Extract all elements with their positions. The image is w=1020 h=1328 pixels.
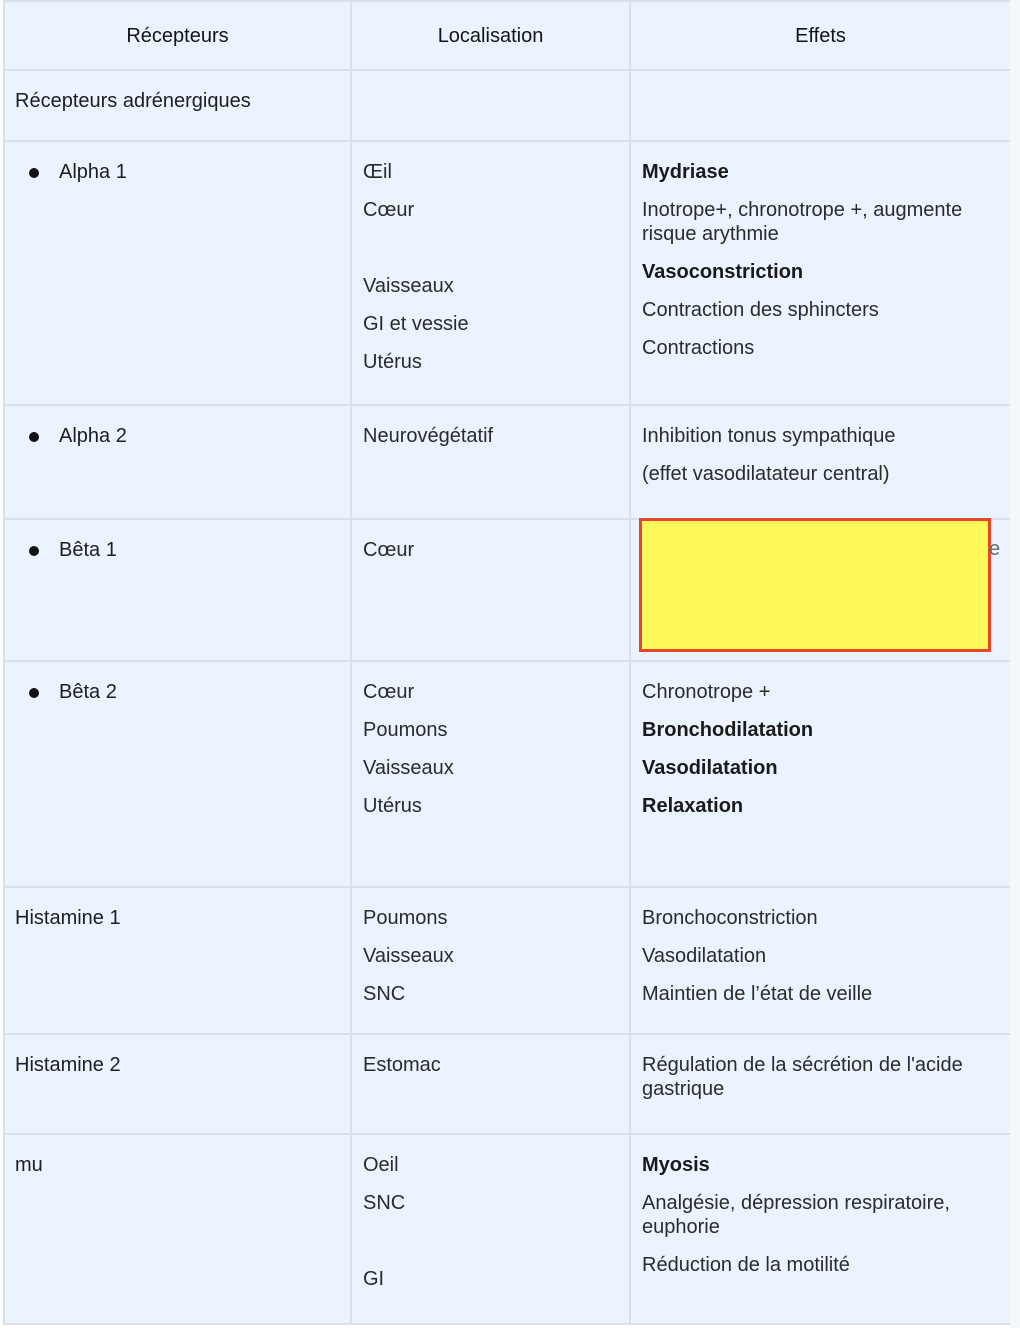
location-item: Cœur: [363, 681, 415, 703]
effect-item: Mydriase: [642, 161, 729, 183]
receptor-cell: [4, 1134, 351, 1324]
effects-cell: [630, 141, 1011, 405]
effect-item: Maintien de l’état de veille: [642, 983, 873, 1005]
location-item: Poumons: [363, 719, 448, 741]
effect-item: (effet vasodilatateur central): [642, 463, 890, 485]
effects-cell: [630, 1134, 1011, 1324]
receptor-cell: [4, 141, 351, 405]
effects-cell: [630, 887, 1011, 1034]
location-item: SNC: [363, 983, 406, 1005]
receptor-cell: [4, 887, 351, 1034]
location-item: Vaisseaux: [363, 757, 454, 779]
table-body: [4, 70, 1011, 1324]
receptor-name: Bêta 2: [59, 681, 117, 703]
redaction-box: [639, 518, 991, 652]
table-row: [4, 1134, 1011, 1324]
location-item: Utérus: [363, 795, 422, 817]
receptor-cell: [4, 405, 351, 519]
location-item: Cœur: [363, 199, 415, 221]
receptor-name: Bêta 1: [59, 539, 117, 561]
location-item: Vaisseaux: [363, 945, 454, 967]
effect-item: Inotrope+, chronotrope +, augmente risque arythmie: [642, 199, 963, 245]
table-row: [4, 70, 1011, 141]
location-cell: [351, 141, 630, 405]
receptor-name: mu: [15, 1154, 43, 1176]
location-item: [363, 236, 629, 260]
bullet-icon: [29, 688, 39, 698]
table-row: [4, 141, 1011, 405]
bullet-icon: [29, 168, 39, 178]
receptor-cell: [4, 1034, 351, 1134]
table-row: [4, 1034, 1011, 1134]
location-item: Neurovégétatif: [363, 425, 494, 447]
receptor-name: Histamine 1: [15, 907, 121, 929]
location-item: [363, 1229, 629, 1253]
bullet-icon: [29, 432, 39, 442]
table-row: [4, 405, 1011, 519]
effect-item: Myosis: [642, 1154, 710, 1176]
location-cell: [351, 661, 630, 887]
effect-item: Bronchodilatation: [642, 719, 814, 741]
location-item: Œil: [363, 161, 392, 183]
location-item: SNC: [363, 1192, 406, 1214]
location-item: Vaisseaux: [363, 275, 454, 297]
cut-off-text: e: [989, 538, 1001, 560]
effect-item: Analgésie, dépression respiratoire, euphorie: [642, 1192, 950, 1238]
location-item: Utérus: [363, 351, 422, 373]
right-gutter: [1010, 0, 1020, 1328]
location-cell: [351, 519, 630, 661]
receptor-cell: [4, 661, 351, 887]
header-effects: Effets: [630, 1, 1011, 70]
effect-item: Inhibition tonus sympathique: [642, 425, 896, 447]
location-item: Cœur: [363, 539, 415, 561]
location-item: Estomac: [363, 1054, 441, 1076]
location-cell: [351, 1034, 630, 1134]
receptor-name: Alpha 1: [59, 161, 127, 183]
receptor-name: Alpha 2: [59, 425, 127, 447]
header-receptors: Récepteurs: [4, 1, 351, 70]
table-row: [4, 661, 1011, 887]
receptor-name: Récepteurs adrénergiques: [15, 90, 251, 112]
effects-cell: [630, 405, 1011, 519]
bullet-icon: [29, 546, 39, 556]
effect-item: Régulation de la sécrétion de l'acide gastrique: [642, 1054, 963, 1100]
receptor-name: Histamine 2: [15, 1054, 121, 1076]
location-item: Oeil: [363, 1154, 399, 1176]
location-item: GI: [363, 1268, 385, 1290]
header-row: [4, 1, 1011, 70]
location-item: GI et vessie: [363, 313, 469, 335]
receptor-cell: [4, 70, 351, 141]
effect-item: Vasoconstriction: [642, 261, 804, 283]
effect-item: Contraction des sphincters: [642, 299, 879, 321]
location-cell: [351, 405, 630, 519]
effect-item: Vasodilatation: [642, 757, 778, 779]
receptor-cell: [4, 519, 351, 661]
header-location: Localisation: [351, 1, 630, 70]
receptor-table: [3, 0, 1012, 1325]
effects-cell: [630, 661, 1011, 887]
effect-item: Bronchoconstriction: [642, 907, 818, 929]
effects-cell: [630, 1034, 1011, 1134]
table-row: [4, 887, 1011, 1034]
location-cell: [351, 1134, 630, 1324]
effect-item: Contractions: [642, 337, 755, 359]
effect-item: Chronotrope +: [642, 681, 771, 703]
location-item: Poumons: [363, 907, 448, 929]
effect-item: Réduction de la motilité: [642, 1254, 850, 1276]
effect-item: Relaxation: [642, 795, 744, 817]
location-cell: [351, 70, 630, 141]
effects-cell: [630, 70, 1011, 141]
location-cell: [351, 887, 630, 1034]
effect-item: Vasodilatation: [642, 945, 767, 967]
